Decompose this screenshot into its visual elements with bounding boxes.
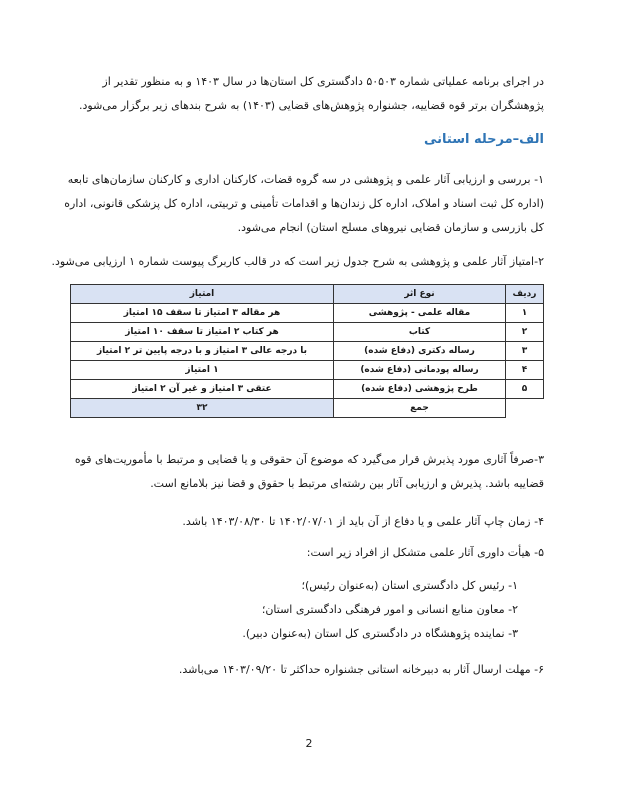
item-1-line: کل بازرسی و سازمان قضایی نیروهای مسلح استان) انجام می‌شود.: [237, 221, 544, 234]
total-value: ۳۲: [71, 399, 334, 418]
header-score: امتیاز: [71, 285, 334, 304]
item-2-line: ۲-امتیاز آثار علمی و پژوهشی به شرح جدول زیر است که در قالب کاربرگ پیوست شماره ۱ ارزیابی می‌شود.: [51, 255, 544, 268]
item-4-paragraph: [74, 510, 544, 534]
score: عتقی ۳ امتیاز و غیر آن ۲ امتیاز: [71, 380, 334, 399]
score-table: [70, 284, 544, 418]
committee-member: ۲- معاون منابع انسانی و امور فرهنگی دادگستری استان؛: [261, 603, 518, 616]
work-type: مقاله علمی - پژوهشی: [334, 304, 506, 323]
item-1-line: ۱- بررسی و ارزیابی آثار علمی و پژوهشی در سه گروه قضات، کارکنان اداری و کارکنان سازمان‌های تابعه: [67, 173, 544, 186]
score: هر کتاب ۲ امتیاز تا سقف ۱۰ امتیاز: [71, 323, 334, 342]
row-number: ۴: [506, 361, 544, 380]
item-5-line: ۵- هیأت داوری آثار علمی متشکل از افراد زیر است:: [306, 546, 544, 559]
committee-member: ۳- نماینده پژوهشگاه در دادگستری کل استان (به‌عنوان دبیر).: [242, 627, 518, 640]
work-type: رساله پودمانی (دفاع شده): [334, 361, 506, 380]
committee-member: ۱- رئیس کل دادگستری استان (به‌عنوان رئیس)؛: [301, 579, 518, 592]
total-blank-cell: [506, 399, 544, 418]
item-1-paragraph: [64, 168, 544, 240]
total-label: جمع: [334, 399, 506, 418]
table-row: [71, 304, 544, 323]
row-number: ۳: [506, 342, 544, 361]
item-3-line: ۳-صرفاً آثاری مورد پذیرش قرار می‌گیرد که موضوع آن حقوقی و یا قضایی و مرتبط با مأموریت‌های قوه: [74, 453, 544, 466]
intro-line: پژوهشگران برتر قوه قضاییه، جشنواره پژوهش‌های قضایی (۱۴۰۳) به شرح بندهای زیر برگزار می‌شود.: [79, 99, 544, 112]
item-2-paragraph: [51, 250, 544, 274]
table-row: [71, 342, 544, 361]
section-heading: الف–مرحله استانی: [423, 132, 544, 147]
item-6-paragraph: [74, 658, 544, 682]
row-number: ۲: [506, 323, 544, 342]
score: هر مقاله ۳ امتیاز تا سقف ۱۵ امتیاز: [71, 304, 334, 323]
page-number: 2: [305, 737, 313, 750]
row-number: ۵: [506, 380, 544, 399]
row-number: ۱: [506, 304, 544, 323]
item-3-line: قضاییه باشد. پذیرش و ارزیابی آثار بین رشته‌ای مرتبط با حقوق و قضا نیز بلامانع است.: [150, 477, 544, 490]
work-type: کتاب: [334, 323, 506, 342]
item-3-paragraph: [74, 448, 544, 496]
item-6-line: ۶- مهلت ارسال آثار به دبیرخانه استانی جشنواره حداکثر تا ۱۴۰۳/۰۹/۲۰ می‌باشد.: [178, 663, 544, 676]
intro-line: در اجرای برنامه عملیاتی شماره ۵۰۵۰۳ دادگستری کل استان‌ها در سال ۱۴۰۳ و به منظور تقدیر از: [102, 75, 544, 88]
table-row: [71, 380, 544, 399]
table-header-row: [71, 285, 544, 304]
intro-paragraph: [74, 70, 544, 118]
table-total-row: [71, 399, 544, 418]
item-4-line: ۴- زمان چاپ آثار علمی و یا دفاع از آن باید از ۱۴۰۲/۰۷/۰۱ تا ۱۴۰۳/۰۸/۳۰ باشد.: [182, 515, 544, 528]
table-row: [71, 361, 544, 380]
score: ۱ امتیاز: [71, 361, 334, 380]
score: با درجه عالی ۳ امتیاز و با درجه پایین تر ۲ امتیاز: [71, 342, 334, 361]
work-type: رساله دکتری (دفاع شده): [334, 342, 506, 361]
header-row-number: ردیف: [506, 285, 544, 304]
work-type: طرح پژوهشی (دفاع شده): [334, 380, 506, 399]
item-1-line: (اداره کل ثبت اسناد و املاک، اداره کل زندان‌ها و اقدامات تأمینی و تربیتی، اداره کل پزشکی قانونی، اداره: [64, 197, 544, 210]
table-row: [71, 323, 544, 342]
item-5-paragraph: [74, 541, 544, 565]
header-work-type: نوع اثر: [334, 285, 506, 304]
